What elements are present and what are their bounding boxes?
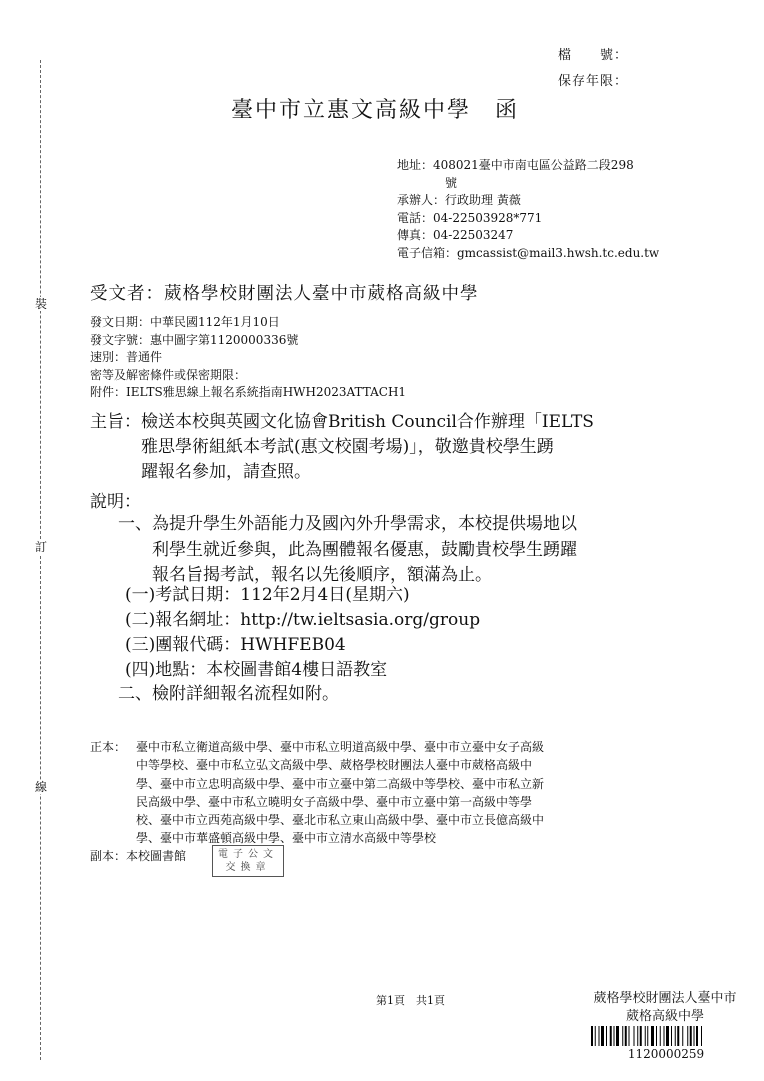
barcode-bar	[677, 1026, 679, 1046]
barcode-bar	[625, 1026, 627, 1046]
barcode-bar	[591, 1026, 593, 1046]
main-recipients-line: 學、臺中市立忠明高級中學、臺中市立臺中第二高級中等學校、臺中市私立新	[136, 776, 545, 791]
barcode-bar	[651, 1026, 654, 1046]
main-recipients	[136, 738, 676, 848]
document-title: 臺中市立惠文高級中學 函	[231, 98, 520, 123]
barcode-bar	[675, 1026, 676, 1046]
item-1-text	[152, 512, 702, 589]
registration-url: (二)報名網址：http://tw.ieltsasia.org/group	[125, 610, 481, 630]
barcode-bar	[610, 1026, 612, 1046]
barcode-bar	[601, 1026, 604, 1046]
main-recipients-label: 正本：	[90, 740, 127, 754]
copy-recipients: 副本：本校圖書館	[90, 849, 187, 863]
subject-text	[141, 410, 701, 485]
main-recipients-line: 學、臺中市華盛頓高級中學、臺中市立清水高級中等學校	[136, 831, 437, 846]
main-recipients-line: 臺中市私立衛道高級中學、臺中市私立明道高級中學、臺中市立臺中女子高級	[136, 740, 545, 754]
secrecy-level: 密等及解密條件或保密期限：	[90, 367, 247, 382]
binding-dashed-line	[40, 60, 41, 1060]
barcode-bar	[664, 1026, 665, 1046]
barcode-bar	[696, 1026, 698, 1046]
footer-sign-line-1: 葳格學校財團法人臺中市	[593, 991, 737, 1006]
barcode-bar	[687, 1026, 688, 1046]
recipient: 受文者：葳格學校財團法人臺中市葳格高級中學	[90, 284, 479, 304]
sender-fax: 傳真：04-22503247	[397, 228, 514, 242]
barcode-bar	[666, 1026, 669, 1046]
item-1-line-2: 利學生就近參與，此為團體報名優惠，鼓勵貴校學生踴躍	[152, 539, 577, 560]
sender-email: 電子信箱：gmcassist@mail3.hwsh.tc.edu.tw	[397, 245, 660, 260]
subject-line-1: 檢送本校與英國文化協會British Council合作辦理「IELTS	[141, 412, 594, 432]
main-recipients-line: 民高級中學、臺中市私立曉明女子高級中學、臺中市立臺中第一高級中等學	[136, 794, 533, 809]
file-number-label: 檔 號：	[558, 48, 629, 63]
barcode-bar	[682, 1026, 683, 1046]
sender-address-cont: 號	[445, 175, 458, 190]
barcode-bar	[656, 1026, 657, 1046]
exam-location: (四)地點：本校圖書館4樓日語教室	[125, 660, 388, 680]
binding-mark-zhuang: 裝	[34, 297, 47, 311]
barcode-bar	[671, 1026, 672, 1046]
item-1-number: 一、	[118, 514, 152, 534]
sub-items	[125, 583, 685, 683]
barcode-bar	[595, 1026, 596, 1046]
binding-mark-ding: 訂	[34, 540, 47, 554]
sender-address: 地址：408021臺中市南屯區公益路二段298	[397, 158, 634, 172]
item-1-line-1: 為提升學生外語能力及國內外升學需求，本校提供場地以	[152, 514, 577, 534]
exam-date: (一)考試日期：112年2月4日(星期六)	[125, 585, 410, 605]
item-2-text: 二、檢附詳細報名流程如附。	[118, 684, 339, 704]
item-1-line-3: 報名旨揭考試，報名以先後順序，額滿為止。	[152, 565, 492, 585]
barcode	[591, 1026, 741, 1046]
document-meta	[90, 314, 406, 402]
barcode-bar	[660, 1026, 661, 1046]
barcode-bar	[606, 1026, 607, 1046]
barcode-bar	[634, 1026, 635, 1046]
barcode-bar	[622, 1026, 623, 1046]
barcode-bar	[690, 1026, 692, 1046]
barcode-bar	[694, 1026, 695, 1046]
speed-class: 速別：普通件	[90, 350, 163, 365]
barcode-bar	[647, 1026, 648, 1046]
explanation-label: 說明：	[90, 492, 141, 512]
barcode-bar	[629, 1026, 630, 1046]
binding-mark-xian: 線	[34, 780, 47, 794]
subject-label: 主旨：	[90, 412, 141, 432]
barcode-bar	[599, 1026, 600, 1046]
main-recipients-line: 校、臺中市立西苑高級中學、臺北市私立東山高級中學、臺中市立長億高級中	[136, 813, 545, 828]
sender-phone: 電話：04-22503928*771	[397, 210, 543, 225]
sender-handler: 承辦人：行政助理 黃薇	[397, 193, 521, 207]
document-number: 發文字號：惠中圖字第1120000336號	[90, 332, 299, 347]
group-code: (三)團報代碼：HWHFEB04	[125, 635, 346, 655]
footer-sign-line-2: 葳格高級中學	[625, 1009, 704, 1024]
page-indicator: 第1頁 共1頁	[376, 994, 445, 1007]
subject-line-3: 躍報名參加，請查照。	[141, 462, 311, 482]
subject-line-2: 雅思學術組紙本考試(惠文校園考場)」，敬邀貴校學生踴	[141, 437, 554, 457]
retention-period-label: 保存年限：	[558, 74, 629, 89]
issue-date: 發文日期：中華民國112年1月10日	[90, 315, 280, 329]
barcode-bar	[614, 1026, 615, 1046]
barcode-bar	[645, 1026, 646, 1046]
sender-info	[397, 157, 697, 262]
barcode-bar	[637, 1026, 638, 1046]
stamp-line-2: 交換章	[225, 862, 271, 873]
barcode-bar	[616, 1026, 619, 1046]
e-document-exchange-stamp	[212, 845, 284, 877]
barcode-bar	[640, 1026, 642, 1046]
main-recipients-line: 中等學校、臺中市私立弘文高級中學、葳格學校財團法人臺中市葳格高級中	[136, 758, 533, 773]
barcode-number: 1120000259	[627, 1047, 705, 1061]
stamp-line-1: 電子公文	[218, 849, 278, 860]
attachment: 附件：IELTS雅思線上報名系統指南HWH2023ATTACH1	[90, 385, 407, 400]
barcode-bar	[701, 1026, 702, 1046]
footer-signature	[565, 990, 764, 1026]
